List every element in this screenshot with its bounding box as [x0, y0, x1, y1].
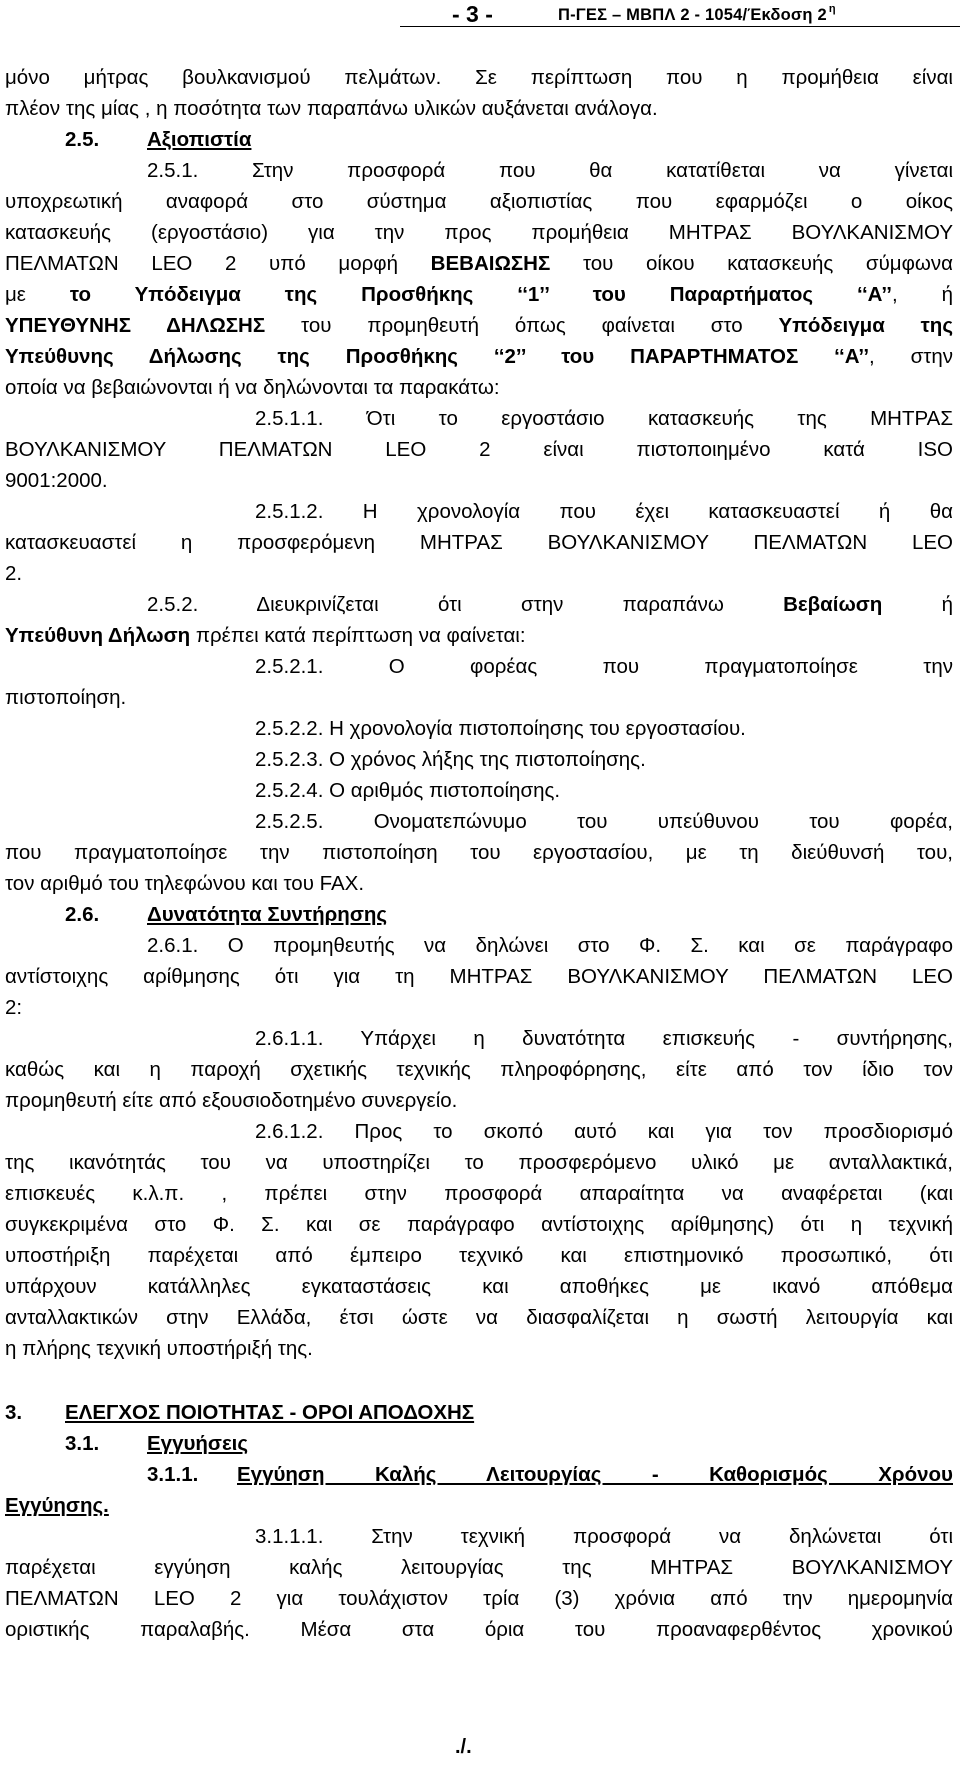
paragraph-line: μόνο μήτρας βουλκανισμού πελμάτων. Σε περίπτωση που η προμήθεια είναι: [5, 66, 953, 89]
paragraph-line: τον αριθμό του τηλεφώνου και του FAX.: [5, 872, 365, 895]
paragraph-line: 2:: [5, 996, 23, 1019]
paragraph-line: 2.5.2.4. Ο αριθμός πιστοποίησης.: [255, 779, 561, 802]
paragraph-line: πλέον της μίας , η ποσότητα των παραπάνω υλικών αυξάνεται ανάλογα.: [5, 97, 658, 120]
paragraph-line: της ικανότητάς του να υποστηρίζει το προσφερόμενο υλικό με ανταλλακτικά,: [5, 1151, 953, 1174]
paragraph-line: συγκεκριμένα στο Φ. Σ. και σε παράγραφο αντίστοιχης αρίθμησης) ότι η τεχνική: [5, 1213, 953, 1236]
bold-span: Υπεύθυνη Δήλωση: [5, 624, 191, 647]
section-heading-3-1-1: [5, 1459, 953, 1490]
paragraph-line: 2.5.1.2. Η χρονολογία που έχει κατασκευαστεί ή θα: [255, 500, 953, 523]
paragraph-line: 2.5.2.5. Ονοματεπώνυμο του υπεύθυνου του φορέα,: [255, 810, 953, 833]
text-span: του προμηθευτή όπως φαίνεται στο: [301, 314, 743, 337]
text-span: , στην: [869, 345, 954, 368]
text-span: , ή: [891, 283, 954, 306]
paragraph-line: 2.5.2.3. Ο χρόνος λήξης της πιστοποίησης.: [255, 748, 646, 771]
paragraph-line: 9001:2000.: [5, 469, 108, 492]
paragraph-line: [5, 589, 953, 620]
paragraph-line: ΠΕΛΜΑΤΩΝ LEO 2 για τουλάχιστον τρία (3) χρόνια από την ημερομηνία: [5, 1587, 953, 1610]
text-span: με: [5, 283, 26, 306]
paragraph-line: 2.6.1.1. Υπάρχει η δυνατότητα επισκευής - συντήρησης,: [255, 1027, 953, 1050]
text-span: 2.5.2. Διευκρινίζεται ότι στην παραπάνω: [147, 593, 724, 616]
paragraph-line: [5, 310, 953, 341]
section-title: Εγγυήσεις: [147, 1432, 249, 1455]
section-title: Αξιοπιστία: [147, 128, 252, 151]
document-code: [558, 0, 836, 31]
section-heading-2-6: [5, 899, 953, 930]
section-number: 3.1.1.: [147, 1463, 199, 1486]
section-number: 2.5.: [65, 128, 100, 151]
bold-span: Υπεύθυνης Δήλωσης της Προσθήκης ‘‘2’’ του ΠΑΡΑΡΤΗΜΑΤΟΣ ‘‘Α’’: [5, 345, 870, 368]
paragraph-line: [5, 620, 953, 651]
paragraph-line: [5, 341, 953, 372]
section-heading-3-1-1-cont: [5, 1490, 953, 1521]
paragraph-line: 2.6.1. Ο προμηθευτής να δηλώνει στο Φ. Σ. και σε παράγραφο: [147, 934, 953, 957]
continuation-mark: ./.: [455, 1736, 472, 1758]
section-heading-2-5: [5, 124, 953, 155]
section-title: ΕΛΕΓΧΟΣ ΠΟΙΟΤΗΤΑΣ - ΟΡΟΙ ΑΠΟΔΟΧΗΣ: [65, 1401, 475, 1424]
bold-span: Υπόδειγμα της: [778, 314, 953, 337]
paragraph-line: 2.5.1.1. Ότι το εργοστάσιο κατασκευής της ΜΗΤΡΑΣ: [255, 407, 953, 430]
edition-superscript: η: [828, 3, 836, 15]
bold-span: Βεβαίωση: [783, 593, 883, 616]
paragraph-line: 2.5.2.1. Ο φορέας που πραγματοποίησε την: [255, 655, 953, 678]
paragraph-line: οριστικής παραλαβής. Μέσα στα όρια του προαναφερθέντος χρονικού: [5, 1618, 953, 1641]
paragraph-line: 2.: [5, 562, 23, 585]
paragraph-line: αντίστοιχης αρίθμησης ότι για τη ΜΗΤΡΑΣ ΒΟΥΛΚΑΝΙΣΜΟΥ ΠΕΛΜΑΤΩΝ LEO: [5, 965, 953, 988]
paragraph-line: καθώς και η παροχή σχετικής τεχνικής πληροφόρησης, είτε από τον ίδιο τον: [5, 1058, 953, 1081]
bold-span: ΥΠΕΥΘΥΝΗΣ ΔΗΛΩΣΗΣ: [5, 314, 266, 337]
paragraph-line: 2.5.2.2. Η χρονολογία πιστοποίησης του εργοστασίου.: [255, 717, 746, 740]
paragraph-line: [5, 248, 953, 279]
section-number: 3.1.: [65, 1432, 100, 1455]
paragraph-line: οποία να βεβαιώνονται ή να δηλώνονται τα παρακάτω:: [5, 376, 500, 399]
bold-span: το Υπόδειγμα της Προσθήκης ‘‘1’’ του Παραρτήματος ‘‘Α’’: [69, 283, 892, 306]
text-span: ή: [941, 593, 954, 616]
paragraph-line: κατασκευής (εργοστάσιο) για την προς προμήθεια ΜΗΤΡΑΣ ΒΟΥΛΚΑΝΙΣΜΟΥ: [5, 221, 953, 244]
paragraph-line: παρέχεται εγγύηση καλής λειτουργίας της ΜΗΤΡΑΣ ΒΟΥΛΚΑΝΙΣΜΟΥ: [5, 1556, 953, 1579]
paragraph-line: υποχρεωτική αναφορά στο σύστημα αξιοπιστίας που εφαρμόζει ο οίκος: [5, 190, 953, 213]
document-code-text: Π-ΓΕΣ – ΜΒΠΛ 2 - 1054/Έκδοση 2: [558, 6, 827, 24]
spacer: [5, 1364, 953, 1397]
paragraph-line: επισκευές κ.λ.π. , πρέπει στην προσφορά απαραίτητα να αναφέρεται (και: [5, 1182, 953, 1205]
paragraph-line: υπάρχουν κατάλληλες εγκαταστάσεις και αποθήκες με ικανό απόθεμα: [5, 1275, 953, 1298]
page-number: - 3 -: [452, 1, 493, 27]
paragraph-line: ΒΟΥΛΚΑΝΙΣΜΟΥ ΠΕΛΜΑΤΩΝ LEO 2 είναι πιστοποιημένο κατά ISO: [5, 438, 953, 461]
paragraph-line: πιστοποίηση.: [5, 686, 127, 709]
section-heading-3: [5, 1397, 953, 1428]
text-span: πρέπει κατά περίπτωση να φαίνεται:: [195, 624, 526, 647]
text-span: ΠΕΛΜΑΤΩΝ LEO 2 υπό μορφή: [5, 252, 398, 275]
paragraph-line: η πλήρης τεχνική υποστήριξή της.: [5, 1337, 313, 1360]
bold-span: ΒΕΒΑΙΩΣΗΣ: [430, 252, 551, 275]
text-span: του οίκου κατασκευής σύμφωνα: [582, 252, 953, 275]
paragraph-line: προμηθευτή είτε από εξουσιοδοτημένο συνεργείο.: [5, 1089, 458, 1112]
section-title-continuation: Εγγύησης.: [5, 1494, 109, 1517]
section-title: Δυνατότητα Συντήρησης: [147, 903, 388, 926]
paragraph-line: [5, 279, 953, 310]
page-header: [400, 0, 960, 27]
paragraph-line: που πραγματοποίησε την πιστοποίηση του εργοστασίου, με τη διεύθυνσή του,: [5, 841, 953, 864]
section-heading-3-1: [5, 1428, 953, 1459]
section-number: 3.: [5, 1401, 23, 1424]
paragraph-line: 3.1.1.1. Στην τεχνική προσφορά να δηλώνεται ότι: [255, 1525, 953, 1548]
section-number: 2.6.: [65, 903, 100, 926]
document-body: [5, 62, 953, 1645]
paragraph-line: 2.6.1.2. Προς το σκοπό αυτό και για τον προσδιορισμό: [255, 1120, 953, 1143]
section-title: Εγγύηση Καλής Λειτουργίας - Καθορισμός Χρόνου: [237, 1463, 953, 1486]
paragraph-line: ανταλλακτικών στην Ελλάδα, έτσι ώστε να διασφαλίζεται η σωστή λειτουργία και: [5, 1306, 953, 1329]
paragraph-line: 2.5.1. Στην προσφορά που θα κατατίθεται να γίνεται: [147, 159, 953, 182]
paragraph-line: υποστήριξη παρέχεται από έμπειρο τεχνικό και επιστημονικό προσωπικό, ότι: [5, 1244, 953, 1267]
paragraph-line: κατασκευαστεί η προσφερόμενη ΜΗΤΡΑΣ ΒΟΥΛΚΑΝΙΣΜΟΥ ΠΕΛΜΑΤΩΝ LEO: [5, 531, 953, 554]
